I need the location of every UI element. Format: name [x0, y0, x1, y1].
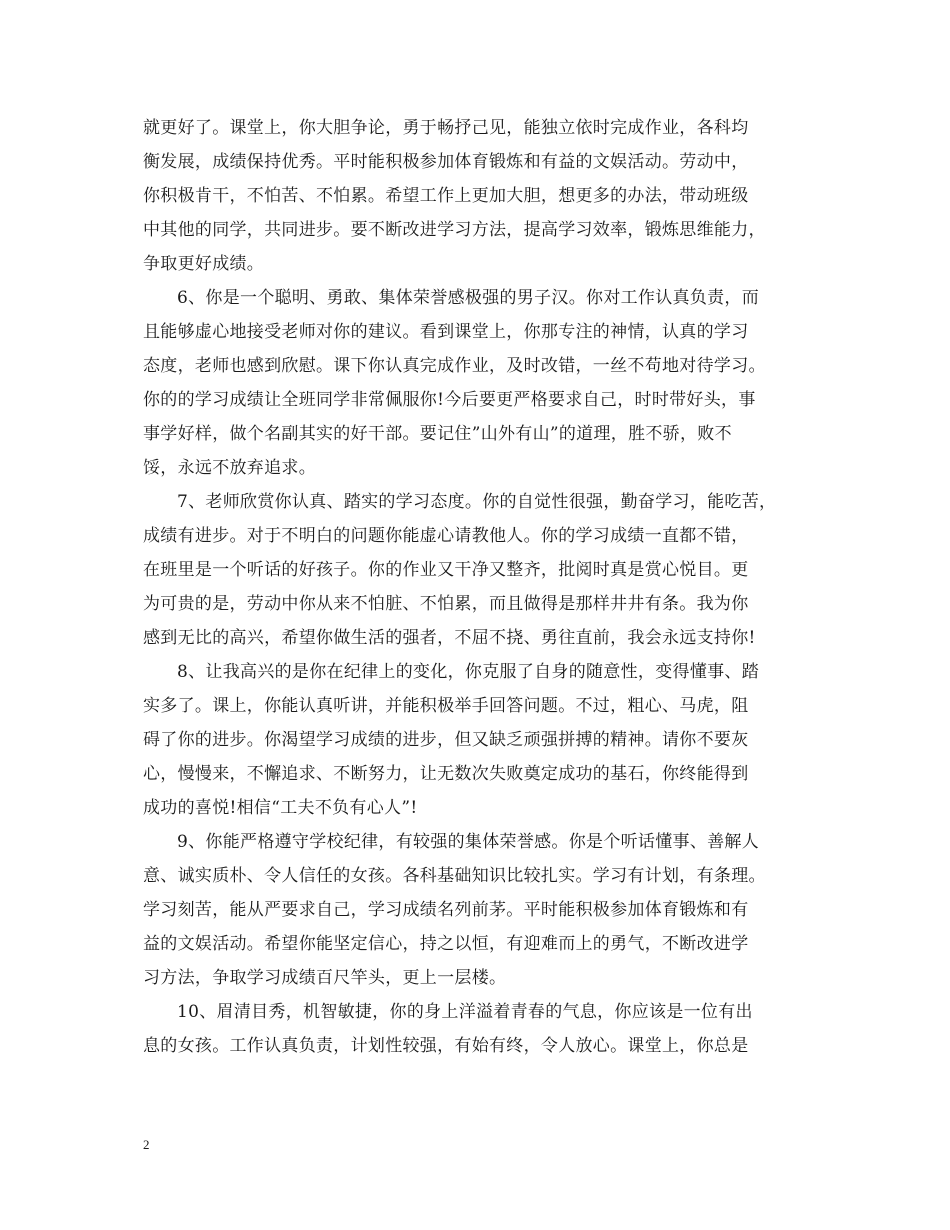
- text-line: 争取更好成绩。: [143, 254, 265, 274]
- text-line: 习方法，争取学习成绩百尺竿头，更上一层楼。: [143, 968, 507, 988]
- page-number: 2: [143, 1137, 150, 1152]
- text-line: 成功的喜悦!相信“工夫不负有心人”!: [143, 798, 418, 818]
- paragraph: [143, 111, 823, 281]
- text-line: 馁，永远不放弃追求。: [143, 458, 316, 478]
- text-line: 心，慢慢来，不懈追求、不断努力，让无数次失败奠定成功的基石，你终能得到: [143, 764, 749, 784]
- text-line: 衡发展，成绩保持优秀。平时能积极参加体育锻炼和有益的文娱活动。劳动中，: [143, 152, 749, 172]
- text-line: 在班里是一个听话的好孩子。你的作业又干净又整齐，批阅时真是赏心悦目。更: [143, 560, 749, 580]
- text-line: 10、眉清目秀，机智敏捷，你的身上洋溢着青春的气息，你应该是一位有出: [177, 1002, 753, 1022]
- paragraph: [143, 655, 823, 825]
- text-line: 益的文娱活动。希望你能坚定信心，持之以恒，有迎难而上的勇气，不断改进学: [143, 934, 749, 954]
- text-line: 意、诚实质朴、令人信任的女孩。各科基础知识比较扎实。学习有计划，有条理。: [143, 866, 766, 886]
- document-body: [143, 111, 823, 1063]
- text-line: 感到无比的高兴，希望你做生活的强者，不屈不挠、勇往直前，我会永远支持你!: [143, 628, 756, 648]
- text-line: 7、老师欣赏你认真、踏实的学习态度。你的自觉性很强，勤奋学习，能吃苦，: [177, 492, 777, 512]
- text-line: 你积极肯干，不怕苦、不怕累。希望工作上更加大胆，想更多的办法，带动班级: [143, 186, 749, 206]
- text-line: 为可贵的是，劳动中你从来不怕脏、不怕累，而且做得是那样井井有条。我为你: [143, 594, 749, 614]
- text-line: 事学好样，做个名副其实的好干部。要记住”山外有山”的道理，胜不骄，败不: [143, 424, 732, 444]
- text-line: 中其他的同学，共同进步。要不断改进学习方法，提高学习效率，锻炼思维能力，: [143, 220, 766, 240]
- text-line: 碍了你的进步。你渴望学习成绩的进步，但又缺乏顽强拼搏的精神。请你不要灰: [143, 730, 749, 750]
- text-line: 6、你是一个聪明、勇敢、集体荣誉感极强的男子汉。你对工作认真负责，而: [177, 288, 760, 308]
- text-line: 息的女孩。工作认真负责，计划性较强，有始有终，令人放心。课堂上，你总是: [143, 1036, 749, 1056]
- text-line: 且能够虚心地接受老师对你的建议。看到课堂上，你那专注的神情，认真的学习: [143, 322, 749, 342]
- text-line: 实多了。课上，你能认真听讲，并能积极举手回答问题。不过，粗心、马虎，阻: [143, 696, 749, 716]
- paragraph: [143, 281, 823, 485]
- text-line: 学习刻苦，能从严要求自己，学习成绩名列前茅。平时能积极参加体育锻炼和有: [143, 900, 749, 920]
- text-line: 9、你能严格遵守学校纪律，有较强的集体荣誉感。你是个听话懂事、善解人: [177, 832, 760, 852]
- text-line: 就更好了。课堂上，你大胆争论，勇于畅抒己见，能独立依时完成作业，各科均: [143, 118, 749, 138]
- paragraph: [143, 995, 823, 1063]
- paragraph: [143, 485, 823, 655]
- paragraph: [143, 825, 823, 995]
- text-line: 8、让我高兴的是你在纪律上的变化，你克服了自身的随意性，变得懂事、踏: [177, 662, 760, 682]
- text-line: 成绩有进步。对于不明白的问题你能虚心请教他人。你的学习成绩一直都不错，: [143, 526, 749, 546]
- text-line: 你的的学习成绩让全班同学非常佩服你!今后要更严格要求自己，时时带好头，事: [143, 390, 756, 410]
- text-line: 态度，老师也感到欣慰。课下你认真完成作业，及时改错，一丝不苟地对待学习。: [143, 356, 766, 376]
